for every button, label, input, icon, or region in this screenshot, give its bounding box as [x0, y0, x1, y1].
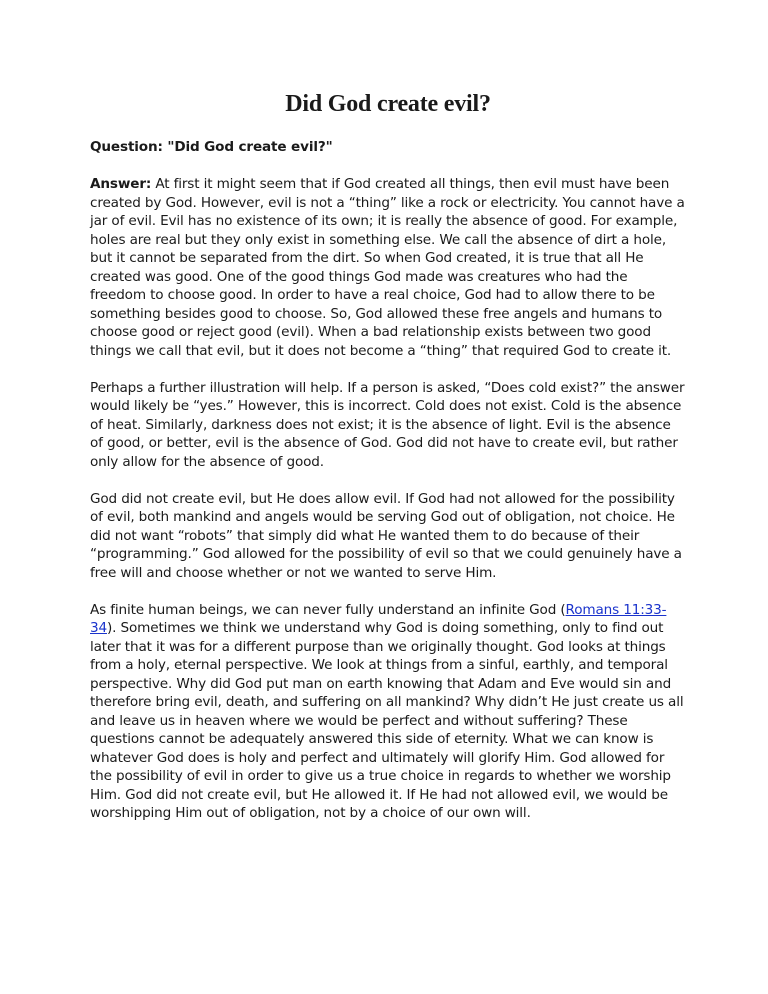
romans-reference-link[interactable]: Romans 11:33-34 — [90, 601, 667, 636]
finite-understanding-paragraph — [90, 601, 686, 823]
answer-paragraph — [90, 175, 686, 360]
question-line: Question: "Did God create evil?" — [90, 139, 333, 155]
document-page — [90, 88, 686, 841]
paragraph-text-before-link: As finite human beings, we can never fully understand an infinite God ( — [90, 601, 566, 618]
answer-text: At first it might seem that if God created all things, then evil must have been created by God. However, evil is not a “thing” like a rock or electricity. You cannot have a jar of evil. Evil has no existence of its own; it is really the absence of good. For example, holes are real but they only exist in something else. We call the absence of dirt a hole, but it cannot be separated from the dirt. So when God created, it is true that all He created was good. One of the good things God made was creatures who had the freedom to choose good. In order to have a real choice, God had to allow there to be something besides good to choose. So, God allowed these free angels and humans to choose good or reject good (evil). When a bad relationship exists between two good things we call that evil, but it does not become a “thing” that required God to create it. — [90, 176, 685, 359]
document-title: Did God create evil? — [285, 91, 491, 117]
answer-label: Answer: — [90, 176, 152, 192]
free-will-paragraph: God did not create evil, but He does allow evil. If God had not allowed for the possibility of evil, both mankind and angels would be serving God out of obligation, not choice. He did not want “robots” that simply did what He wanted them to do because of their “programming.” God allowed for the possibility of evil so that we could genuinely have a free will and choose whether or not we wanted to serve Him. — [90, 490, 682, 581]
paragraph-text-after-link: ). Sometimes we think we understand why God is doing something, only to find out later that it was for a different purpose than we originally thought. God looks at things from a holy, eternal perspective. We look at things from a sinful, earthly, and temporal perspective. Why did God put man on earth knowing that Adam and Eve would sin and therefore bring evil, death, and suffering on all mankind? Why didn’t He just create us all and leave us in heaven where we would be perfect and without suffering? These questions cannot be adequately answered this side of eternity. What we can know is whatever God does is holy and perfect and ultimately will glorify Him. God allowed for the possibility of evil in order to give us a true choice in regards to whether we worship Him. God did not create evil, but He allowed it. If He had not allowed evil, we would be worshipping Him out of obligation, not by a choice of our own will. — [90, 620, 684, 821]
cold-illustration-paragraph: Perhaps a further illustration will help. If a person is asked, “Does cold exist?” the answer would likely be “yes.” However, this is incorrect. Cold does not exist. Cold is the absence of heat. Similarly, darkness does not exist; it is the absence of light. Evil is the absence of good, or better, evil is the absence of God. God did not have to create evil, but rather only allow for the absence of good. — [90, 379, 685, 470]
